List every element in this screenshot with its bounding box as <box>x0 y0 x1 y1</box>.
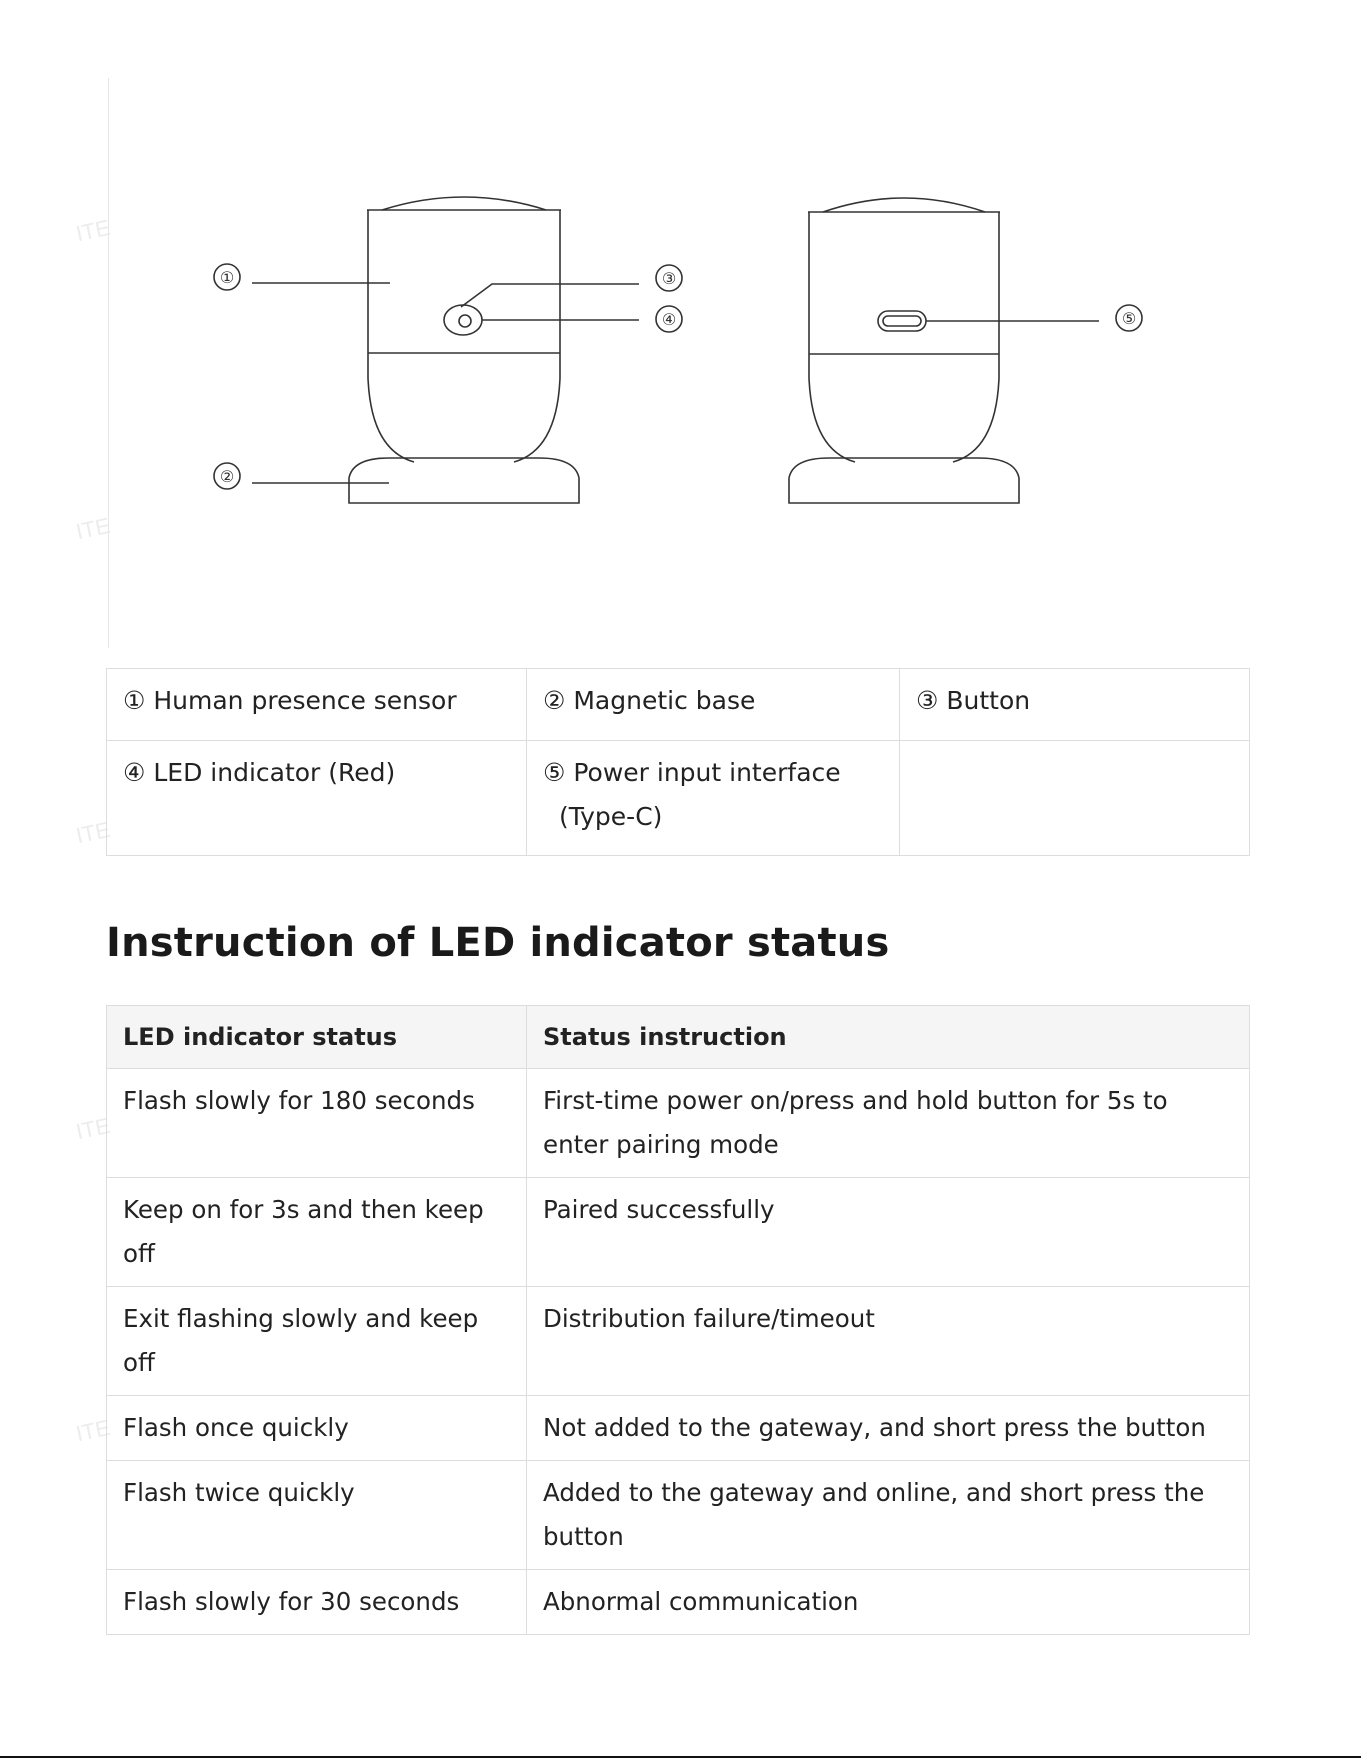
status-instruction-cell: Distribution failure/timeout <box>527 1287 1250 1396</box>
table-row <box>107 1287 1250 1396</box>
table-row <box>107 1178 1250 1287</box>
table-row <box>107 741 1250 856</box>
column-header: LED indicator status <box>107 1006 527 1069</box>
callout-3: ③ <box>661 269 677 288</box>
callout-4: ④ <box>661 310 677 329</box>
led-status-cell: Exit flashing slowly and keep off <box>107 1287 527 1396</box>
led-status-cell: Keep on for 3s and then keep off <box>107 1178 527 1287</box>
watermark: ITE <box>73 1414 113 1447</box>
status-instruction-cell: Added to the gateway and online, and short press the button <box>527 1461 1250 1570</box>
sensor-drawing <box>109 78 1249 648</box>
part-item: ④ LED indicator (Red) <box>107 741 527 856</box>
status-instruction-cell: Abnormal communication <box>527 1570 1250 1635</box>
part-item-label: ⑤ Power input interface <box>543 758 841 787</box>
section-title: Instruction of LED indicator status <box>106 920 890 966</box>
table-row <box>107 1570 1250 1635</box>
led-status-cell: Flash once quickly <box>107 1396 527 1461</box>
part-item <box>527 741 900 856</box>
callout-5: ⑤ <box>1121 309 1137 328</box>
part-item <box>900 741 1250 856</box>
callout-1: ① <box>219 268 235 287</box>
table-row <box>107 1069 1250 1178</box>
part-item-label-wrap: (Type-C) <box>559 802 663 831</box>
parts-legend-table <box>106 668 1250 856</box>
footer-divider <box>0 1756 1361 1758</box>
status-instruction-cell: First-time power on/press and hold button for 5s to enter pairing mode <box>527 1069 1250 1178</box>
sensor-front-view <box>252 197 639 503</box>
column-header: Status instruction <box>527 1006 1250 1069</box>
table-row <box>107 1461 1250 1570</box>
led-status-cell: Flash slowly for 180 seconds <box>107 1069 527 1178</box>
callout-2: ② <box>219 467 235 486</box>
part-item: ① Human presence sensor <box>107 669 527 741</box>
led-status-cell: Flash twice quickly <box>107 1461 527 1570</box>
watermark: ITE <box>73 816 113 849</box>
led-status-cell: Flash slowly for 30 seconds <box>107 1570 527 1635</box>
table-row <box>107 1396 1250 1461</box>
status-instruction-cell: Paired successfully <box>527 1178 1250 1287</box>
watermark: ITE <box>73 1112 113 1145</box>
part-item: ② Magnetic base <box>527 669 900 741</box>
status-instruction-cell: Not added to the gateway, and short press the button <box>527 1396 1250 1461</box>
product-diagram <box>108 78 1249 648</box>
table-row <box>107 669 1250 741</box>
table-header-row <box>107 1006 1250 1069</box>
sensor-rear-view <box>789 198 1099 503</box>
watermark: ITE <box>73 512 113 545</box>
usb-c-port-icon <box>878 311 926 331</box>
part-item: ③ Button <box>900 669 1250 741</box>
watermark: ITE <box>73 214 113 247</box>
led-status-table <box>106 1005 1250 1635</box>
